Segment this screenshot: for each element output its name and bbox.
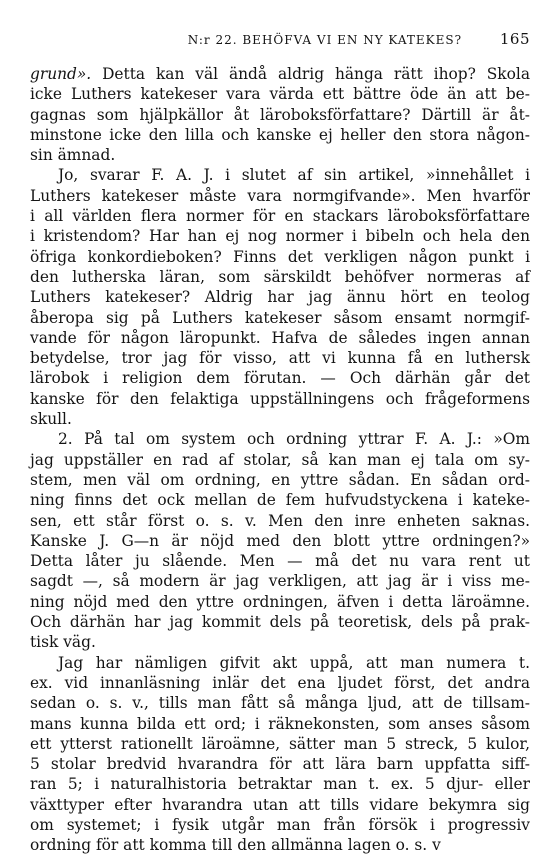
text-line: ett ytterst rationellt läroämne, sätter man 5 streck, 5 kulor, bbox=[30, 734, 530, 753]
page-number: 165 bbox=[499, 30, 530, 48]
text-line: växttyper efter hvarandra utan att tills vidare bekymra sig bbox=[30, 795, 530, 814]
text-line: Detta låter ju slående. Men — må det nu vara rent ut bbox=[30, 552, 530, 571]
text-line: sin ämnad. bbox=[30, 146, 116, 165]
text-line: ning nöjd med den yttre ordningen, äfven i detta läroämne. bbox=[30, 592, 530, 611]
paragraph bbox=[30, 64, 530, 165]
text-line: mans kunna bilda ett ord; i räknekonsten, som anses såsom bbox=[30, 714, 530, 733]
text-line: ning finns det ock mellan de fem hufvudstyckena i kateke- bbox=[30, 491, 530, 510]
text-line: ordning för att komma till den allmänna lagen o. s. v bbox=[30, 836, 441, 855]
text-line: Jo, svarar F. A. J. i slutet af sin artikel, »innehållet i bbox=[58, 166, 530, 185]
text-line: skull. bbox=[30, 410, 72, 429]
text-line: jag uppställer en rad af stolar, så kan man ej tala om sy- bbox=[30, 450, 530, 469]
text-line: Jag har nämligen gifvit akt uppå, att man numera t. bbox=[58, 653, 530, 672]
text-line: grund». Detta kan väl ändå aldrig hänga rätt ihop? Skola bbox=[30, 65, 530, 83]
text-line: lärobok i religion dem förutan. — Och därhän går det bbox=[30, 369, 530, 388]
text-line: den lutherska läran, som särskildt behöfver normeras af bbox=[30, 267, 530, 286]
text-line: tisk väg. bbox=[30, 633, 96, 652]
text-line: gagnas som hjälpkällor åt läroboksförfattare? Därtill är åt- bbox=[30, 105, 530, 124]
text-line: om systemet; i fysik utgår man från försök i progressiv bbox=[30, 815, 530, 834]
text-line: Luthers katekeser måste vara normgifvande». Men hvarför bbox=[30, 186, 530, 205]
text-line: kanske för den felaktiga uppställningens och frågeformens bbox=[30, 389, 530, 408]
text-line: icke Luthers katekeser vara värda ett bättre öde än att be- bbox=[30, 85, 530, 104]
text-line: i all världen flera normer för en stackars läroboksförfattare bbox=[30, 207, 530, 226]
text-line: 2. På tal om system och ordning yttrar F. A. J.: »Om bbox=[58, 430, 530, 449]
text-line: i kristendom? Har han ej nog normer i bibeln och hela den bbox=[30, 227, 530, 246]
paragraph bbox=[30, 429, 530, 652]
paragraph bbox=[30, 653, 530, 856]
text-line: minstone icke den lilla och kanske ej heller den stora någon- bbox=[30, 125, 530, 144]
italic-word: grund». bbox=[30, 65, 92, 83]
text-line: öfriga konkordieboken? Finns det verkligen någon punkt i bbox=[30, 247, 530, 266]
book-page bbox=[30, 30, 530, 856]
paragraph bbox=[30, 165, 530, 429]
text-line: ex. vid innanläsning inlär det ena ljudet först, det andra bbox=[30, 673, 530, 692]
text-line: åberopa sig på Luthers katekeser såsom ensamt normgif- bbox=[30, 308, 530, 327]
running-title: N:r 22. BEHÖFVA VI EN NY KATEKES? bbox=[187, 33, 463, 47]
text-line: sen, ett står först o. s. v. Men den inre enheten saknas. bbox=[30, 511, 530, 530]
text-line: stem, men väl om ordning, en yttre sådan. En sådan ord- bbox=[30, 470, 530, 489]
body-text bbox=[30, 64, 530, 856]
text-line: sagdt —, så modern är jag verkligen, att jag är i viss me- bbox=[30, 572, 530, 591]
text-line: Luthers katekeser? Aldrig har jag ännu hört en teolog bbox=[30, 288, 530, 307]
text-line: 5 stolar bredvid hvarandra för att lära barn uppfatta siff- bbox=[30, 755, 530, 774]
page-header bbox=[30, 30, 530, 64]
text-line: vande för någon läropunkt. Hafva de således ingen annan bbox=[30, 328, 530, 347]
text-line: betydelse, tror jag för visso, att vi kunna få en luthersk bbox=[30, 349, 530, 368]
text-line: Och därhän har jag kommit dels på teoretisk, dels på prak- bbox=[30, 613, 530, 632]
text-line: ran 5; i naturalhistoria betraktar man t. ex. 5 djur- eller bbox=[30, 775, 530, 794]
text-line: Kanske J. G—n är nöjd med den blott yttre ordningen?» bbox=[30, 531, 530, 550]
text-line: sedan o. s. v., tills man fått så många ljud, att de tillsam- bbox=[30, 694, 530, 713]
